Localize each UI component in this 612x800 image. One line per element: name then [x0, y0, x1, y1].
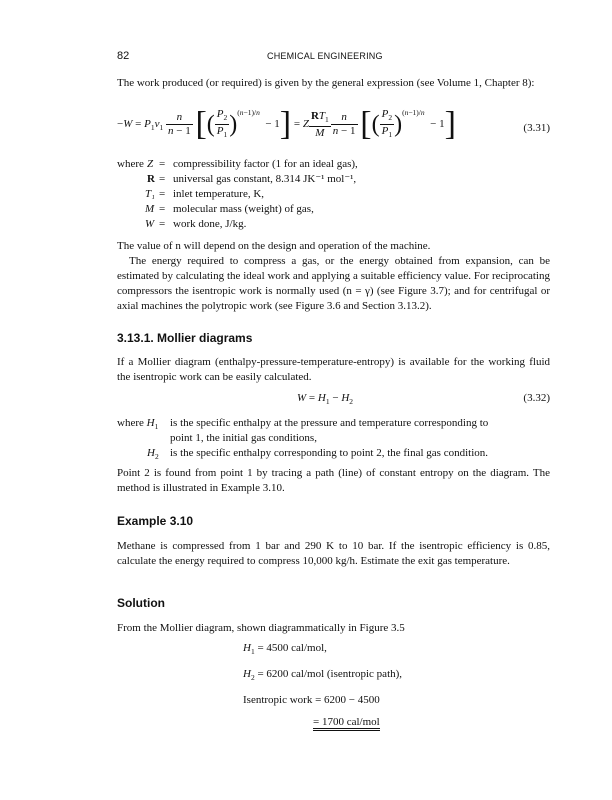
equation-3-31: $-W = P_1v_1$ $\frac{n}{n - 1}$ [( $\frac{P_2}{P_1}$ )$^{(n-1)/n}$ − 1] = Z $\frac{RT_1}{M}$ $\frac{n}{n - 1}$ [( $\frac{P_2}{P_1}$ )$^{(n-1)/n}$ − 1] (3.31)	[117, 105, 550, 143]
calc-line	[243, 711, 402, 733]
solution-heading: Solution	[117, 596, 165, 610]
definition-text: universal gas constant, 8.314 JK⁻¹ mol⁻¹,	[173, 173, 357, 185]
definition-symbol: T₁	[145, 188, 155, 200]
paragraph: The value of n will depend on the design and operation of the machine.	[117, 240, 431, 252]
running-title: CHEMICAL ENGINEERING	[267, 51, 383, 61]
solution-calculation	[243, 637, 402, 733]
page-header	[117, 50, 550, 64]
definition-symbol: M	[145, 203, 155, 215]
definition-row: M = molecular mass (weight) of gas,	[145, 203, 314, 215]
intro-paragraph: The work produced (or required) is given by the general expression (see Volume 1, Chapter 8):	[117, 77, 535, 89]
equation-number: (3.32)	[523, 392, 550, 404]
definition-text: inlet temperature, K,	[173, 188, 265, 200]
definition-row: $H_2$ is the specific enthalpy corresponding to point 2, the final gas condition.	[147, 447, 489, 462]
definition-row: where Z = compressibility factor (1 for an ideal gas),	[117, 158, 358, 170]
definition-row: R = universal gas constant, 8.314 JK⁻¹ mol⁻¹,	[147, 173, 357, 185]
definition-row: W = work done, J/kg.	[145, 218, 247, 230]
definition-row: where $H_1$ is the specific enthalpy at the pressure and temperature corresponding to	[117, 417, 489, 432]
definition-symbol: W	[145, 218, 155, 230]
symbol-definitions	[117, 157, 550, 232]
h1-value: = 4500 cal/mol,	[257, 642, 327, 654]
equation-number: (3.31)	[523, 122, 550, 134]
definition-symbol: Z	[147, 158, 154, 170]
section-heading: 3.13.1. Mollier diagrams	[117, 331, 253, 345]
paragraph: If a Mollier diagram (enthalpy-pressure-temperature-entropy) is available for the working fluid the isentropic work can be easily calculated.	[117, 356, 550, 383]
calc-line: $H_1 = 4500$ cal/mol,	[243, 642, 327, 657]
h2-value: = 6200 cal/mol (isentropic path),	[257, 668, 403, 681]
enthalpy-definitions	[117, 416, 550, 461]
page-number: 82	[117, 50, 130, 62]
definition-row: T₁ = inlet temperature, K,	[145, 188, 265, 200]
example-heading: Example 3.10	[117, 514, 194, 528]
example-text: Methane is compressed from 1 bar and 290 K to 10 bar. If the isentropic efficiency is 0.85, calculate the energy required to compress 10,000 kg/h. Estimate the exit gas temperature.	[117, 540, 550, 567]
calc-line: Isentropic work = 6200 − 4500	[243, 694, 380, 707]
paragraph: The energy required to compress a gas, or the energy obtained from expansion, can be estimated by calculating the ideal work and applying a suitable efficiency value. For reciprocating compressors the isentropic work is normally used (n = γ) (see Figure 3.7); and for centrifugal or axial machines the polytropic work (see Figure 3.6 and Section 3.13.2).	[117, 255, 550, 312]
definition-text: point 1, the initial gas conditions,	[170, 432, 317, 444]
equation-3-32: $W = H_1 - H_2$ (3.32)	[297, 392, 550, 407]
definition-row	[117, 431, 550, 446]
definition-text: is the specific enthalpy corresponding to point 2, the final gas condition.	[170, 447, 489, 459]
solution-text: From the Mollier diagram, shown diagrammatically in Figure 3.5	[117, 622, 405, 634]
definition-symbol: R	[147, 173, 155, 185]
definition-text: molecular mass (weight) of gas,	[173, 203, 314, 215]
paragraph: Point 2 is found from point 1 by tracing a path (line) of constant entropy on the diagram. The method is illustrated in Example 3.10.	[117, 467, 550, 494]
definition-text: compressibility factor (1 for an ideal gas),	[173, 158, 358, 170]
calc-line: $H_2 = 6200$ cal/mol (isentropic path),	[243, 668, 403, 683]
where-label: where	[117, 158, 144, 170]
definition-text: work done, J/kg.	[173, 218, 247, 230]
result-value: = 1700 cal/mol	[313, 716, 380, 731]
definition-text: is the specific enthalpy at the pressure and temperature corresponding to	[170, 417, 489, 429]
